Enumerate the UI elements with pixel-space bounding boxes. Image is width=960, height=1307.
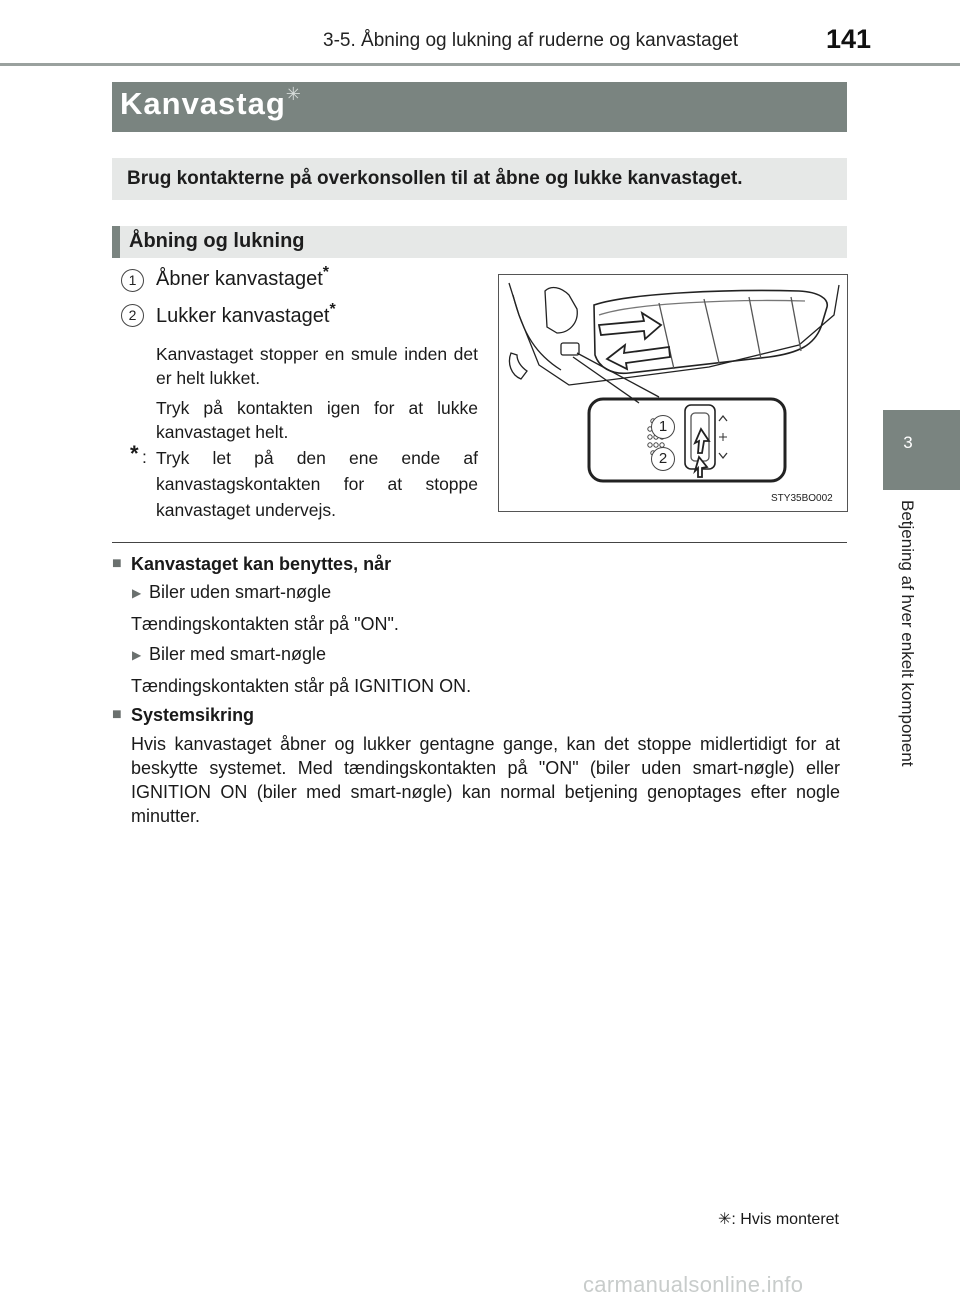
footnote-asterisk: *: [130, 441, 139, 466]
case-1-label: Biler uden smart-nøgle: [149, 582, 332, 602]
heading-square-icon: ■: [112, 555, 122, 572]
figure-callout-1: 1: [651, 415, 675, 439]
note-stops-before-closed: Kanvastaget stopper en smule inden det er helt lukket.: [156, 344, 478, 388]
case-2-text: Tændingskontakten står på IGNITION ON.: [131, 676, 472, 696]
page-number: 141: [826, 24, 872, 54]
item-label-1: [156, 264, 330, 291]
section-divider: [112, 542, 847, 543]
heading-square-icon: ■: [112, 706, 122, 723]
sunroof-switch-illustration: [498, 274, 848, 512]
safety-text: Hvis kanvastaget åbner og lukker gentagne gange, kan det stoppe midlertidigt for at beskytte systemet. Med tændingskontakten på "ON" (biler uden smart-nøgle) eller IGNITION ON (biler med smart-nøgle) kan normal betjening genoptages efter nogle minutter.: [131, 734, 840, 826]
item-number-1: 1: [121, 269, 144, 292]
header-rule: [0, 63, 960, 66]
summary-text: Brug kontakterne på overkonsollen til at åbne og lukke kanvastaget.: [127, 168, 743, 189]
figure-callout-2: 2: [651, 447, 675, 471]
item-label-1-text: Åbner kanvastaget: [156, 268, 323, 290]
subsection-accent: [112, 226, 120, 258]
item-number-2: 2: [121, 304, 144, 327]
bullet-triangle-icon: ▶: [132, 648, 142, 662]
item-2-asterisk: *: [329, 301, 336, 318]
illustration-drawing: [499, 275, 847, 511]
item-label-2-text: Lukker kanvastaget: [156, 305, 330, 327]
chapter-number: 3: [903, 433, 913, 452]
conditions-heading: Kanvastaget kan benyttes, når: [131, 554, 392, 574]
item-1-asterisk: *: [322, 264, 330, 281]
subsection-title: Åbning og lukning: [129, 230, 305, 252]
page-footnote-text: : Hvis monteret: [731, 1211, 839, 1228]
bullet-triangle-icon: ▶: [132, 586, 142, 600]
case-1-text: Tændingskontakten står på "ON".: [131, 614, 399, 634]
optional-equipment-icon: ✳: [718, 1211, 732, 1228]
item-label-2: [156, 301, 336, 328]
case-2-label: Biler med smart-nøgle: [149, 644, 327, 664]
watermark: carmanualsonline.info: [583, 1272, 804, 1297]
footnote-stop-midway: Tryk let på den ene ende af kanvastagskontakten for at stoppe kanvastaget undervejs.: [156, 448, 478, 520]
running-header-title: 3-5. Åbning og lukning af ruderne og kanvastaget: [323, 30, 739, 51]
page-footnote: [718, 1209, 839, 1229]
chapter-title: Betjening af hver enkelt komponent: [898, 500, 917, 767]
note-press-again: Tryk på kontakten igen for at lukke kanvastaget helt.: [156, 398, 478, 442]
optional-equipment-icon: ✳: [285, 84, 302, 104]
section-title-text: Kanvastag: [120, 86, 286, 121]
safety-heading: Systemsikring: [131, 705, 255, 725]
figure-code: STY35BO002: [771, 493, 833, 504]
footnote-colon: :: [142, 447, 147, 467]
section-title: [120, 86, 302, 122]
